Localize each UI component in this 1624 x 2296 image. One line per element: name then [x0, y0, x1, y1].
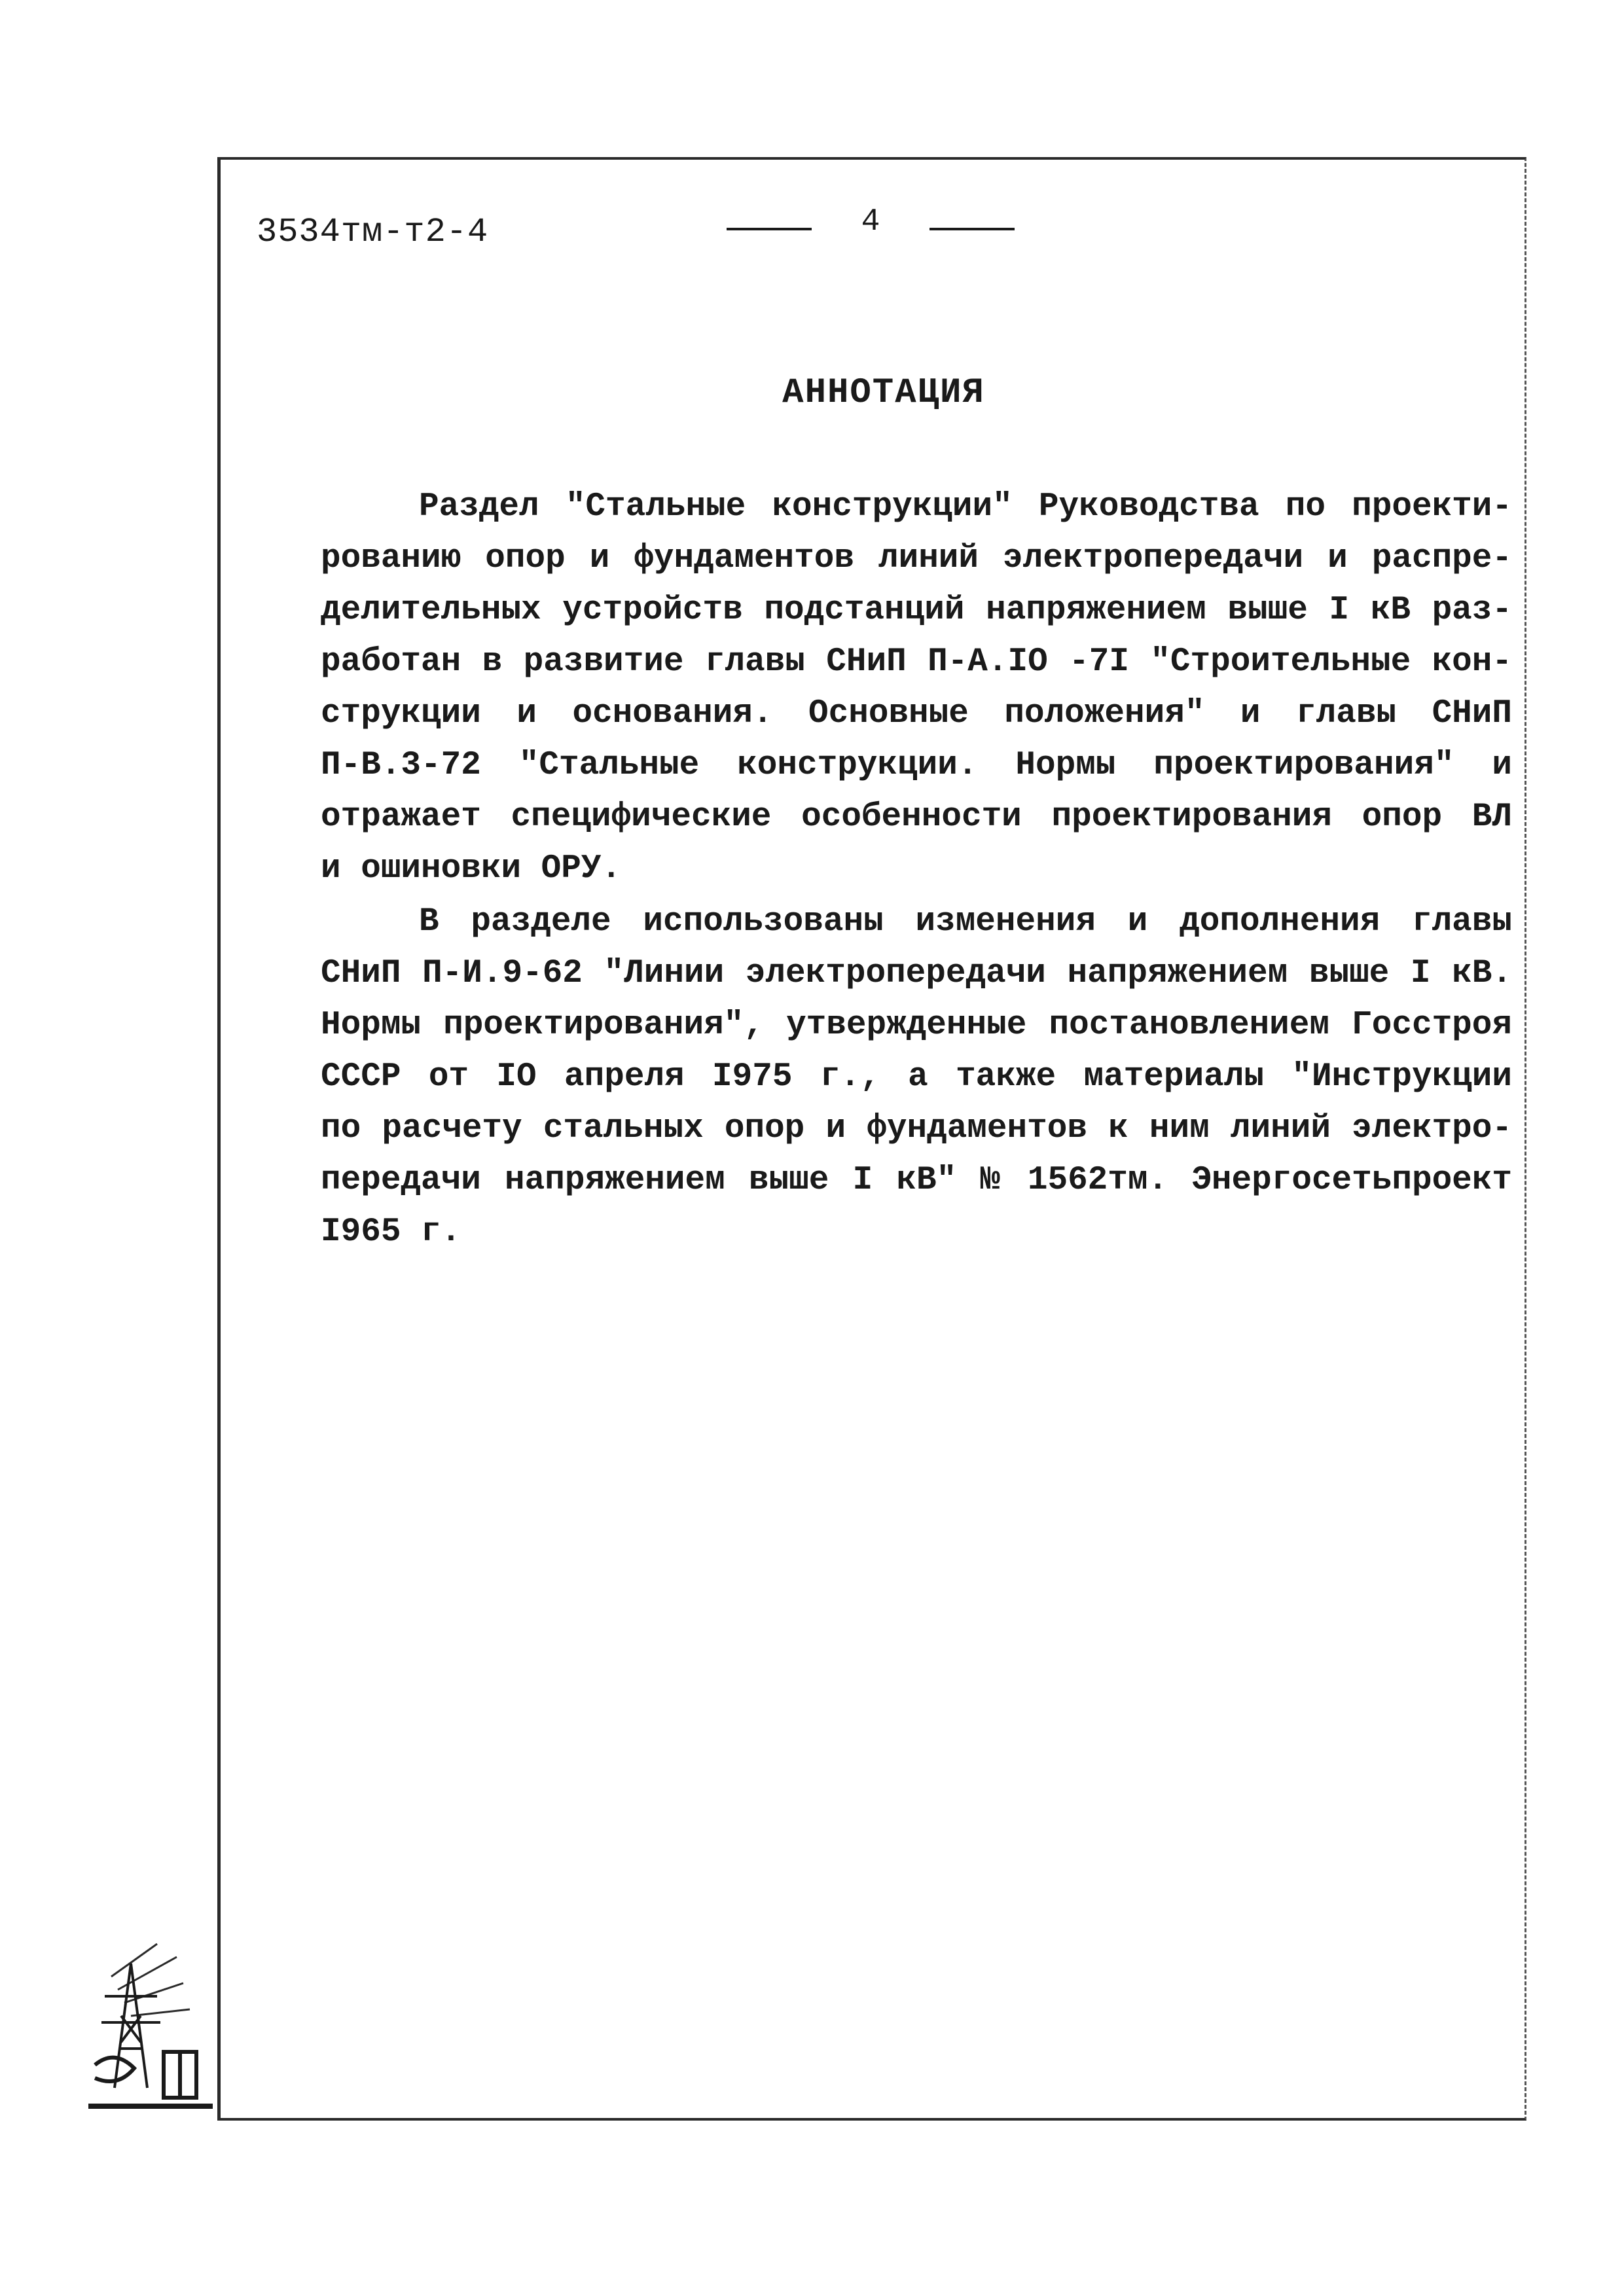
text-line: Раздел "Стальные конструкции" Руководства по проекти-	[419, 488, 1512, 526]
text-line: СССР от IO апреля I975 г., а также материалы "Инструкции	[321, 1058, 1512, 1096]
text-line: П-В.3-72 "Стальные конструкции. Нормы проектирования" и	[321, 747, 1512, 784]
text-line: отражает специфические особенности проектирования опор ВЛ	[321, 798, 1512, 836]
document-code: 3534тм-т2-4	[257, 213, 489, 251]
text-line: делительных устройств подстанций напряжением выше I кВ раз-	[321, 592, 1512, 629]
text-line: СНиП П-И.9-62 "Линии электропередачи напряжением выше I кВ.	[321, 955, 1512, 992]
text-line: работан в развитие главы СНиП П-А.IO -7I "Строительные кон-	[321, 643, 1512, 681]
text-line: струкции и основания. Основные положения" и главы СНиП	[321, 695, 1512, 732]
page-number: 4	[861, 204, 880, 240]
text-line: и ошиновки ОРУ.	[321, 850, 622, 888]
text-line: рованию опор и фундаментов линий электропередачи и распре-	[321, 540, 1512, 577]
text-line: В разделе использованы изменения и дополнения главы	[419, 903, 1512, 941]
text-line: Нормы проектирования", утвержденные постановлением Госстроя	[321, 1007, 1512, 1044]
paragraph-2	[321, 896, 1512, 1258]
page-number-block	[727, 204, 1015, 250]
text-line: по расчету стальных опор и фундаментов к ним линий электро-	[321, 1110, 1512, 1147]
page-number-dash-right	[929, 228, 1015, 230]
power-line-logo-icon	[85, 1937, 216, 2114]
text-line: передачи напряжением выше I кВ" № 1562тм. Энергосетьпроект	[321, 1162, 1512, 1199]
paragraph-1	[321, 481, 1512, 895]
text-line: I965 г.	[321, 1213, 461, 1251]
annotation-body	[321, 481, 1512, 1259]
page-title: АННОТАЦИЯ	[782, 373, 985, 413]
